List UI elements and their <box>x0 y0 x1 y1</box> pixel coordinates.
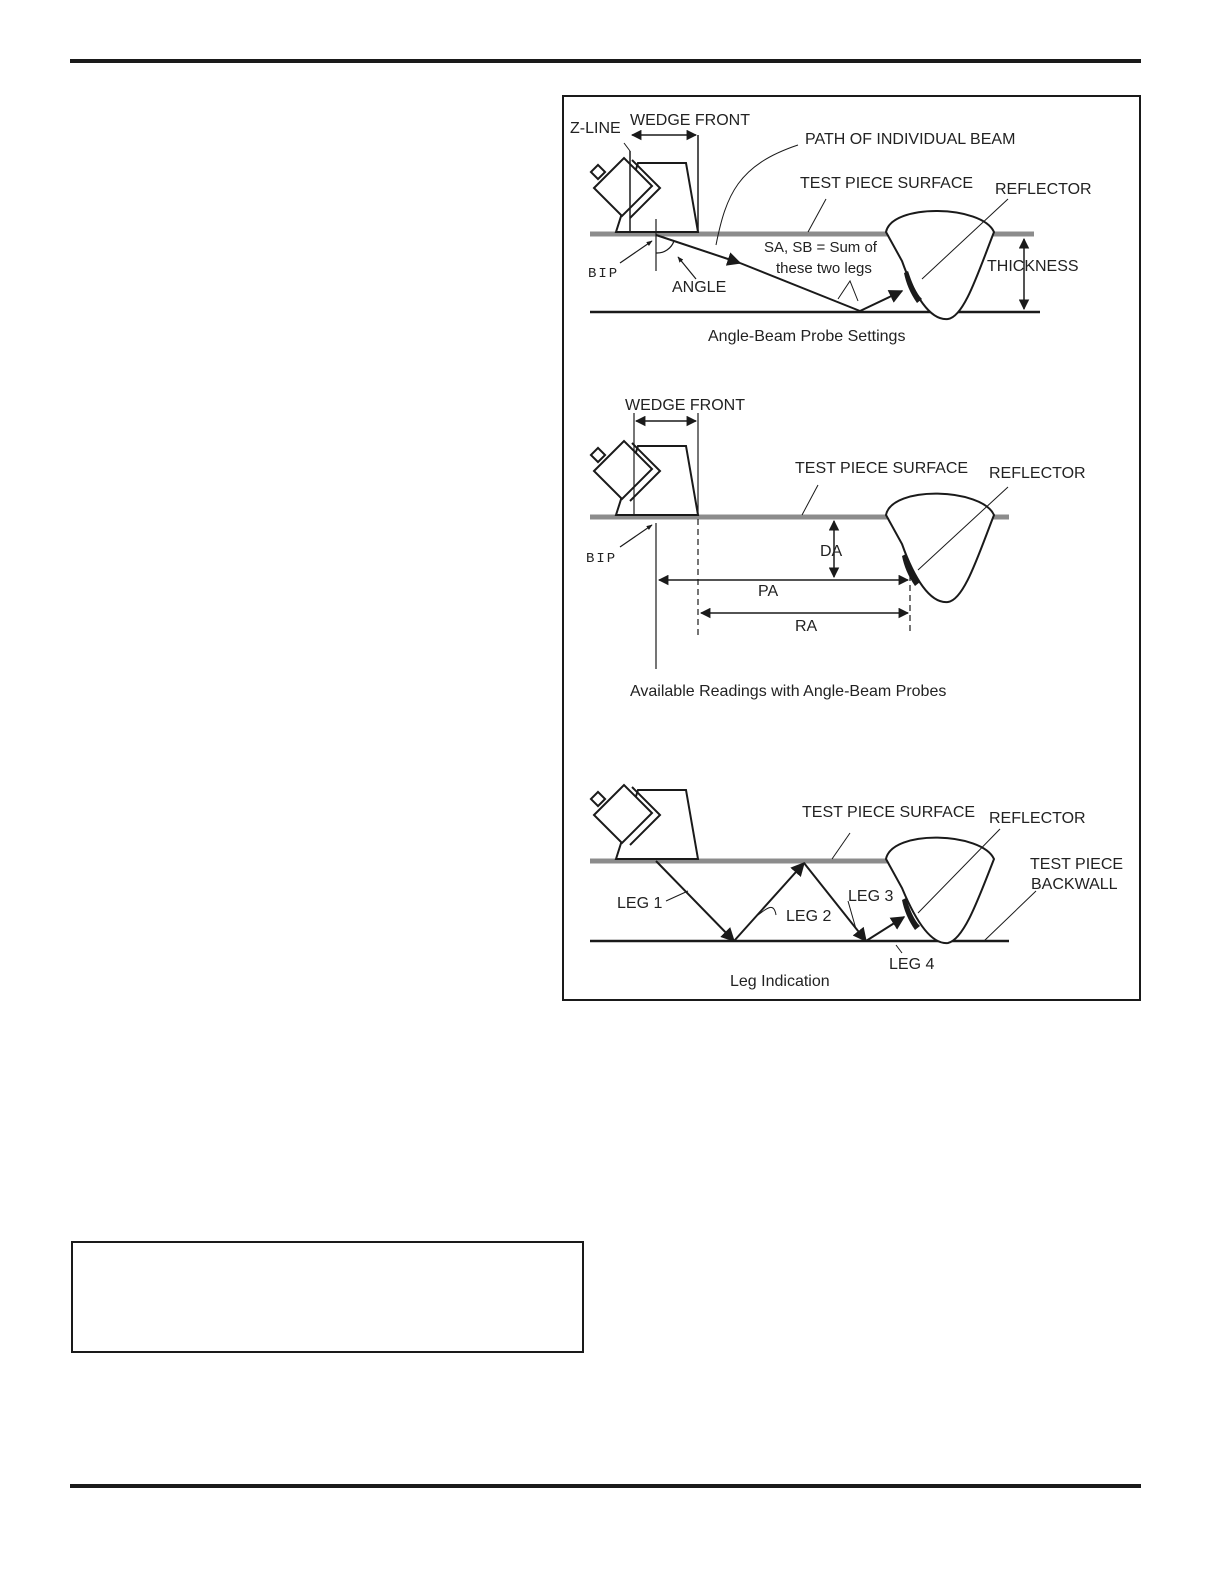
sum-label-line2: these two legs <box>776 260 872 277</box>
backwall-label-line2: BACKWALL <box>1031 876 1118 893</box>
leg1-label: LEG 1 <box>617 895 663 912</box>
wedge-front-label: WEDGE FRONT <box>630 112 750 129</box>
surface-label: TEST PIECE SURFACE <box>795 460 969 477</box>
thickness-label: THICKNESS <box>987 258 1079 275</box>
panel3-caption: Leg Indication <box>730 973 830 990</box>
pa-label: PA <box>758 583 779 600</box>
z-line-label: Z-LINE <box>570 120 621 137</box>
bip-label: BIP <box>588 266 620 282</box>
note-box <box>71 1241 584 1353</box>
leg3-label: LEG 3 <box>848 888 894 905</box>
da-label: DA <box>820 543 843 560</box>
wedge-front-label: WEDGE FRONT <box>625 397 745 414</box>
leg4-label: LEG 4 <box>889 956 935 973</box>
footer-rule <box>70 1484 1141 1488</box>
reflector-label: REFLECTOR <box>989 810 1086 827</box>
panel2-caption: Available Readings with Angle-Beam Probes <box>630 683 947 700</box>
surface-label: TEST PIECE SURFACE <box>800 175 974 192</box>
ra-label: RA <box>795 618 818 635</box>
leg2-label: LEG 2 <box>786 908 832 925</box>
reflector-label: REFLECTOR <box>995 181 1092 198</box>
surface-label: TEST PIECE SURFACE <box>802 804 976 821</box>
figure-canvas <box>562 95 1141 1001</box>
bip-label: BIP <box>586 551 618 567</box>
header-rule <box>70 59 1141 63</box>
angle-label: ANGLE <box>672 279 727 296</box>
sum-label-line1: SA, SB = Sum of <box>764 239 877 256</box>
backwall-label-line1: TEST PIECE <box>1030 856 1124 873</box>
reflector-label: REFLECTOR <box>989 465 1086 482</box>
beam-path-label: PATH OF INDIVIDUAL BEAM <box>805 131 1016 148</box>
angle-beam-figure <box>562 95 1141 1001</box>
panel1-caption: Angle-Beam Probe Settings <box>708 328 906 345</box>
